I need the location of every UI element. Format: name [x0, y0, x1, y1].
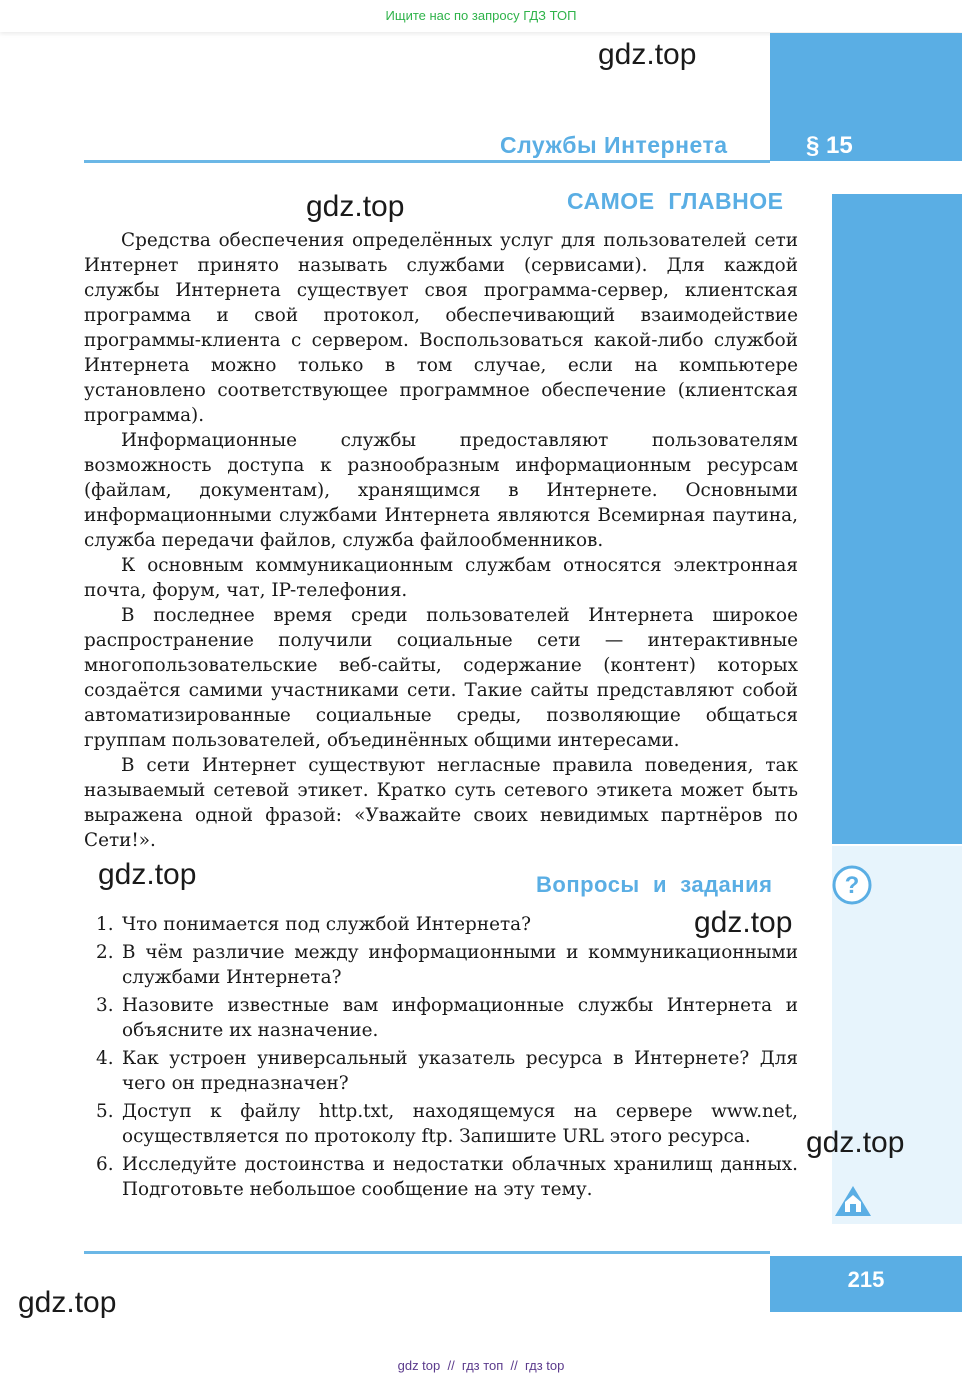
question-number: 6.	[96, 1154, 114, 1175]
paragraph-number: § 15	[806, 132, 853, 159]
summary-heading: САМОЕ ГЛАВНОЕ	[567, 188, 784, 214]
list-item	[96, 940, 798, 990]
watermark: gdz.top	[694, 906, 793, 939]
question-text: Исследуйте достоинства и недостатки облачных хранилищ данных. Подготовьте небольшое сообщение на эту тему.	[122, 1154, 798, 1200]
summary-paragraph: Средства обеспечения определённых услуг для пользователей сети Интернет принято называть службами (сервисами). Для каждой службы Интернета существует своя программа-сервер, клиентская программа и свой протокол, обеспечивающий взаимодействие программы-клиента с сервером. Воспользоваться какой-либо службой Интернета можно только в том случае, если на компьютере установлено соответствующее программное обеспечение (клиентская программа).	[84, 230, 798, 426]
questions-heading: Вопросы и задания	[536, 872, 773, 897]
question-number: 4.	[96, 1048, 114, 1069]
watermark: gdz.top	[98, 858, 197, 891]
footer-rule	[84, 1251, 770, 1254]
summary-paragraph: Информационные службы предоставляют пользователям возможность доступа к разнообразным информационным ресурсам (файлам, документам), хранящимся в Интернете. Основными информационными службами Интернета являются Всемирная паутина, служба передачи файлов, служба файлообменников.	[84, 430, 798, 551]
summary-paragraph: К основным коммуникационным службам относятся электронная почта, форум, чат, IP-телефония.	[84, 555, 798, 601]
list-item	[96, 912, 798, 937]
home-task-icon	[833, 1184, 873, 1218]
footer-text: gdz top // гдз топ // гдз top	[397, 1358, 565, 1373]
question-text: Доступ к файлу http.txt, находящемуся на сервере www.net, осуществляется по протоколу ftp. Запишите URL этого ресурса.	[122, 1101, 798, 1147]
list-item	[96, 1046, 798, 1096]
question-text: Назовите известные вам информационные службы Интернета и объясните их назначение.	[122, 995, 798, 1041]
watermark: gdz.top	[598, 38, 697, 71]
question-text: В чём различие между информационными и коммуникационными службами Интернета?	[122, 942, 798, 988]
watermark: gdz.top	[806, 1126, 905, 1159]
svg-text:?: ?	[844, 872, 860, 899]
question-number: 5.	[96, 1101, 114, 1122]
question-mark-icon	[832, 865, 872, 905]
list-item	[96, 1152, 798, 1202]
list-item	[96, 993, 798, 1043]
page-number: 215	[847, 1267, 885, 1292]
summary-paragraph: В последнее время среди пользователей Интернета широкое распространение получили социальные сети — интерактивные многопользовательские веб-сайты, содержание (контент) которых создаётся самими участниками сети. Такие сайты представляют собой автоматизированные социальные среды, позволяющие общаться группам пользователей, объединённых общими интересами.	[84, 605, 798, 751]
question-text: Как устроен универсальный указатель ресурса в Интернете? Для чего он предназначен?	[122, 1048, 798, 1094]
summary-text	[84, 228, 798, 853]
question-number: 2.	[96, 942, 114, 963]
question-number: 1.	[96, 914, 114, 935]
summary-paragraph: В сети Интернет существуют негласные правила поведения, так называемый сетевой этикет. Кратко суть сетевого этикета может быть выражена одной фразой: «Уважайте своих невидимых партнёров по Сети!».	[84, 755, 798, 851]
header-rule	[84, 160, 770, 163]
chapter-title: Службы Интернета	[500, 132, 728, 158]
list-item	[96, 1099, 798, 1149]
watermark: gdz.top	[306, 190, 405, 223]
watermark: gdz.top	[18, 1286, 117, 1319]
questions-list	[96, 912, 798, 1205]
question-text: Что понимается под службой Интернета?	[122, 914, 531, 935]
header-blue-block	[770, 33, 962, 161]
top-banner: Ищите нас по запросу ГДЗ ТОП	[0, 0, 962, 32]
summary-side-bar	[832, 194, 962, 844]
question-number: 3.	[96, 995, 114, 1016]
